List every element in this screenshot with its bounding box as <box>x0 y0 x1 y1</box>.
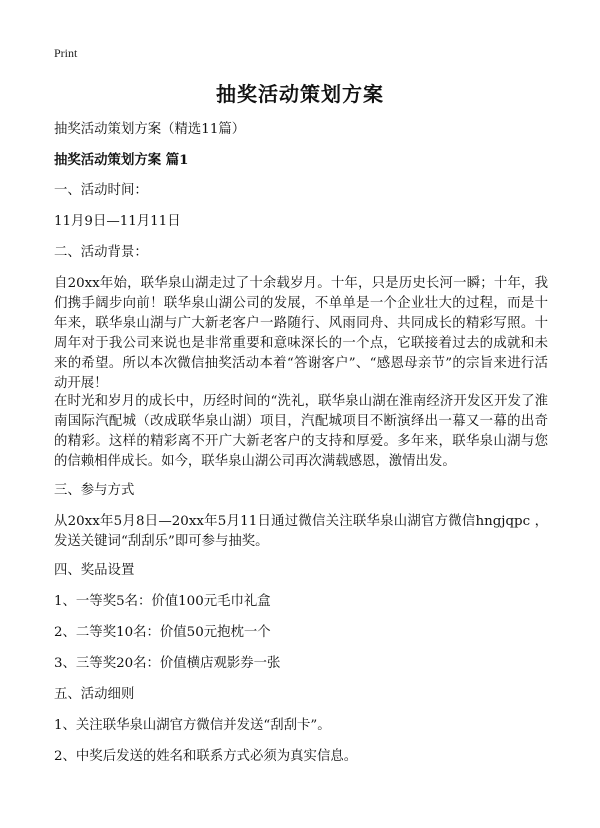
print-link[interactable]: Print <box>54 46 78 60</box>
section-heading: 抽奖活动策划方案 篇1 <box>54 152 189 168</box>
participation-paragraph: 从20xx年5月8日—20xx年5月11日通过微信关注联华泉山湖官方微信hngjqpc ，发送关键词“刮刮乐”即可参与抽奖。 <box>54 514 548 549</box>
prize-item-second: 2、二等奖10名：价值50元抱枕一个 <box>54 625 271 640</box>
heading-activity-rules: 五、活动细则 <box>54 687 135 702</box>
document-subtitle: 抽奖活动策划方案（精选11篇） <box>54 122 246 137</box>
background-paragraph-1: 自20xx年始，联华泉山湖走过了十余载岁月。十年，只是历史长河一瞬；十年，我们携手阔步向前！联华泉山湖公司的发展，不单单是一个企业壮大的过程，而是十年来，联华泉山湖与广大新老客户一路随行、风雨同舟、共同成长的精彩写照。十周年对于我公司来说也是非常重要和意味深长的一个点，它联接着过去的成就和未来的希望。所以本次微信抽奖活动本着“答谢客户”、“感恩母亲节”的宗旨来进行活动开展！ <box>54 276 548 391</box>
heading-activity-background: 二、活动背景： <box>54 245 148 260</box>
page-title: 抽奖活动策划方案 <box>216 82 384 106</box>
prize-item-third: 3、三等奖20名：价值横店观影券一张 <box>54 656 281 671</box>
heading-activity-time: 一、活动时间： <box>54 183 148 198</box>
rule-item-1: 1、关注联华泉山湖官方微信并发送“刮刮卡”。 <box>54 718 331 733</box>
activity-time-value: 11月9日—11月11日 <box>54 214 181 229</box>
heading-participation-method: 三、参与方式 <box>54 483 135 498</box>
background-paragraph-2: 在时光和岁月的成长中，历经时间的“洗礼，联华泉山湖在淮南经济开发区开发了淮南国际汽配城（改成联华泉山湖）项目，汽配城项目不断演绎出一幕又一幕的出奇的精彩。这样的精彩离不开广大新老客户的支持和厚爱。多年来，联华泉山湖与您的信赖相伴成长。如今，联华泉山湖公司再次满载感恩，激情出发。 <box>54 394 548 469</box>
heading-prize-settings: 四、奖品设置 <box>54 563 135 578</box>
rule-item-2: 2、中奖后发送的姓名和联系方式必须为真实信息。 <box>54 749 358 764</box>
prize-item-first: 1、一等奖5名：价值100元毛巾礼盒 <box>54 594 271 609</box>
